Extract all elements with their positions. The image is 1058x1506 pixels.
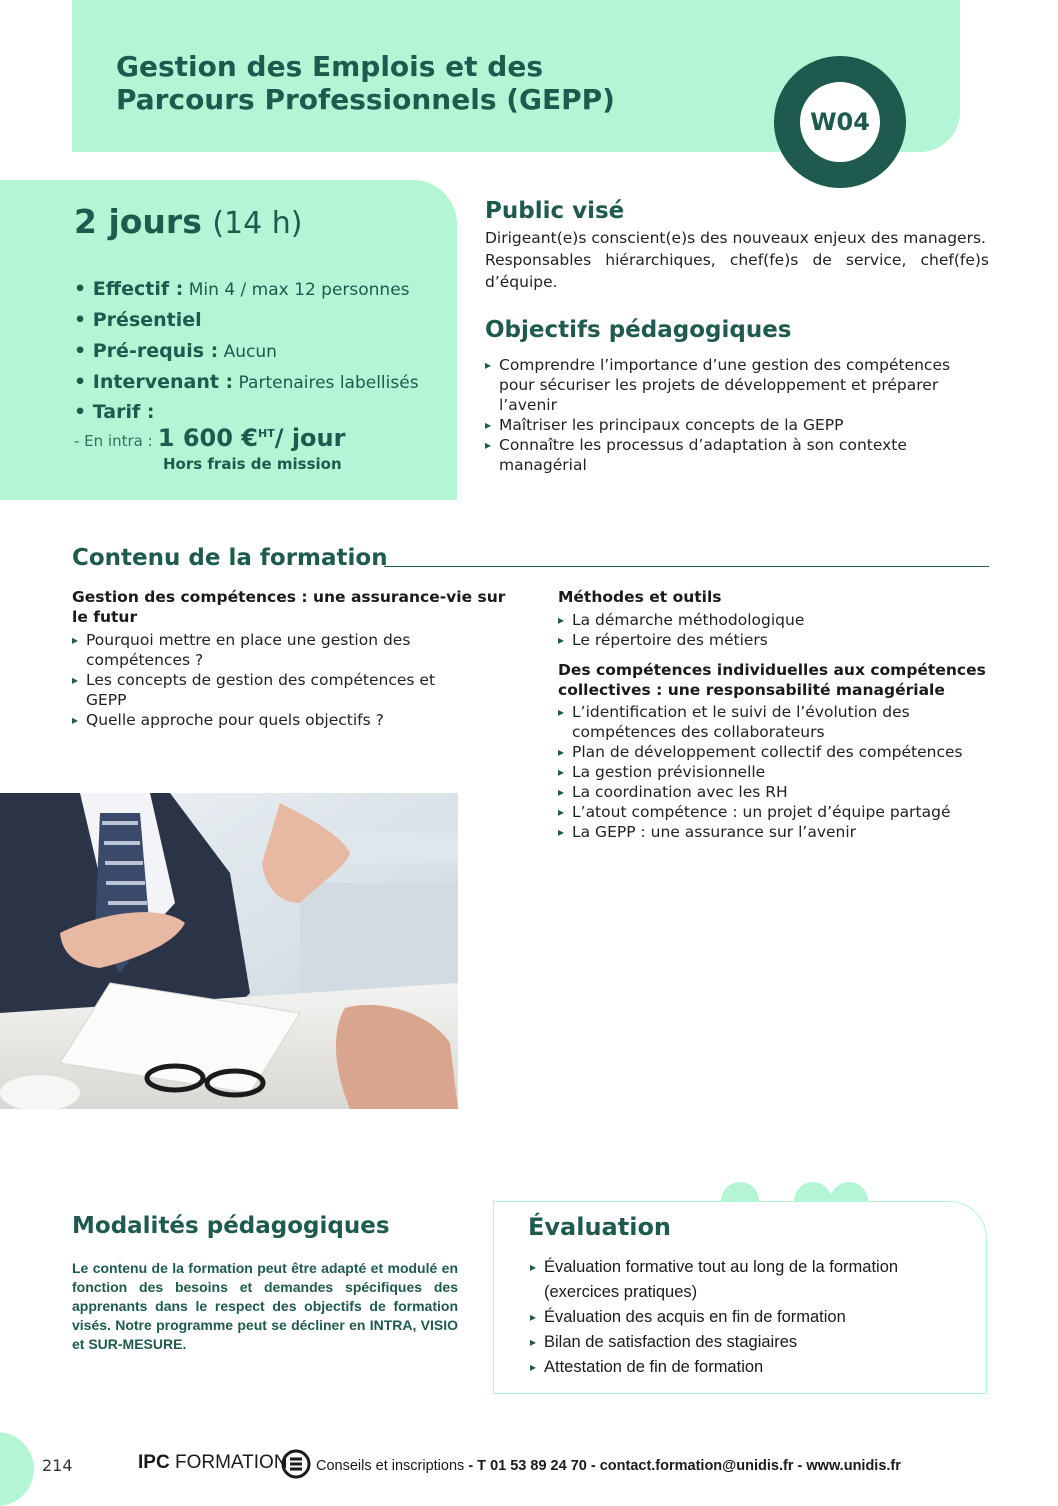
modalites-heading: Modalités pédagogiques: [72, 1213, 390, 1239]
contenu-item: ▸ Pourquoi mettre en place une gestion des compétences ?: [72, 630, 472, 670]
modalites-text: Le contenu de la formation peut être adapté et modulé en fonction des besoins et demandes spécifiques des apprenants dans le respect des objectifs de formation visés. Notre programme peut se décliner en INTRA, VISIO et SUR-MESURE.: [72, 1260, 458, 1352]
contact-details: - T 01 53 89 24 70 - contact.formation@unidis.fr - www.unidis.fr: [468, 1458, 901, 1474]
duration-hours: (14 h): [212, 206, 303, 241]
public-heading: Public visé: [485, 198, 625, 224]
intra-label: - En intra :: [74, 432, 153, 450]
contenu-item: ▸ Les concepts de gestion des compétences et GEPP: [72, 670, 472, 710]
contenu-right-list-competences: [558, 702, 978, 842]
info-prerequis: [74, 340, 277, 363]
duration-days: 2 jours: [74, 202, 202, 241]
page-title: [116, 50, 676, 116]
info-effectif-key: • Effectif :: [74, 278, 184, 300]
contenu-left-list: [72, 630, 472, 730]
contenu-item: ▸ La démarche méthodologique: [558, 610, 998, 630]
price: [158, 424, 346, 452]
unidis-icon: [280, 1448, 312, 1484]
info-prerequis-key: • Pré-requis :: [74, 340, 219, 362]
objectifs-heading: Objectifs pédagogiques: [485, 317, 792, 343]
logo-light: FORMATION: [174, 1452, 288, 1473]
contenu-item: ▸ L’atout compétence : un projet d’équipe partagé: [558, 802, 978, 822]
contenu-heading: Contenu de la formation: [72, 545, 388, 571]
contenu-right-subheading-competences: Des compétences individuelles aux compétences collectives : une responsabilité managériale: [558, 661, 986, 699]
objectif-item: ▸ Maîtriser les principaux concepts de la GEPP: [485, 415, 985, 435]
public-line3: d’équipe.: [485, 273, 558, 291]
contenu-item: ▸ La coordination avec les RH: [558, 782, 978, 802]
info-intervenant-key: • Intervenant :: [74, 371, 234, 393]
contenu-item: ▸ Le répertoire des métiers: [558, 630, 998, 650]
page-title-line1: Gestion des Emplois et des: [116, 50, 543, 83]
info-prerequis-value: Aucun: [223, 342, 277, 362]
public-line2: Responsables hiérarchiques, chef(fe)s de service, chef(fe)s: [485, 251, 989, 269]
contenu-item: ▸ Plan de développement collectif des compétences: [558, 742, 978, 762]
page-title-line2: Parcours Professionnels (GEPP): [116, 83, 615, 116]
evaluation-heading: Évaluation: [528, 1213, 672, 1241]
contenu-item: ▸ La gestion prévisionnelle: [558, 762, 978, 782]
contenu-right-subheading-methodes: Méthodes et outils: [558, 588, 722, 606]
course-code-badge: [774, 56, 906, 188]
objectif-item: ▸ Comprendre l’importance d’une gestion des compétences pour sécuriser les projets de développement et préparer l’avenir: [485, 355, 985, 415]
contact-label: Conseils et inscriptions: [316, 1458, 465, 1474]
page-number: 214: [42, 1456, 73, 1475]
info-effectif-value: Min 4 / max 12 personnes: [188, 280, 410, 300]
price-line: [74, 424, 345, 452]
info-tarif: [74, 401, 154, 424]
contenu-left-column: [72, 587, 512, 730]
course-code: W04: [810, 108, 870, 136]
contenu-left-subheading: Gestion des compétences : une assurance-vie sur le futur: [72, 588, 506, 626]
evaluation-item: ▸ Attestation de fin de formation: [530, 1355, 960, 1380]
contenu-right-list-methodes: [558, 610, 998, 650]
objectifs-list: [485, 355, 985, 475]
info-presentiel-key: • Présentiel: [74, 309, 202, 331]
info-intervenant: [74, 371, 419, 394]
info-effectif: [74, 278, 410, 301]
ipc-formation-logo: [138, 1452, 288, 1474]
logo-bold: IPC: [138, 1452, 170, 1473]
corner-decoration: [0, 1432, 34, 1506]
footer-contact: [316, 1458, 901, 1474]
info-presentiel: [74, 309, 202, 332]
public-line1: Dirigeant(e)s conscient(e)s des nouveaux enjeux des managers.: [485, 229, 986, 247]
contenu-divider: [384, 566, 989, 567]
contenu-item: ▸ La GEPP : une assurance sur l’avenir: [558, 822, 978, 842]
info-intervenant-value: Partenaires labellisés: [238, 373, 419, 393]
price-amount: 1 600 €: [157, 424, 258, 452]
objectif-item: ▸ Connaître les processus d’adaptation à son contexte managérial: [485, 435, 985, 475]
contenu-item: ▸ Quelle approche pour quels objectifs ?: [72, 710, 472, 730]
contenu-right-column: [558, 587, 998, 842]
info-tarif-key: • Tarif :: [74, 401, 155, 423]
price-unit: / jour: [274, 424, 346, 452]
evaluation-list: [530, 1255, 960, 1380]
contenu-item: ▸ L’identification et le suivi de l’évolution des compétences des collaborateurs: [558, 702, 978, 742]
fees-note: Hors frais de mission: [163, 455, 342, 473]
price-ht: HT: [257, 427, 275, 440]
evaluation-item: ▸ Évaluation des acquis en fin de formation: [530, 1305, 960, 1330]
public-text: [485, 227, 989, 293]
evaluation-item: ▸ Bilan de satisfaction des stagiaires: [530, 1330, 960, 1355]
business-meeting-photo: [0, 793, 458, 1109]
business-meeting-illustration: [0, 793, 458, 1109]
evaluation-item: ▸ Évaluation formative tout au long de la formation (exercices pratiques): [530, 1255, 960, 1305]
duration: [74, 200, 302, 246]
